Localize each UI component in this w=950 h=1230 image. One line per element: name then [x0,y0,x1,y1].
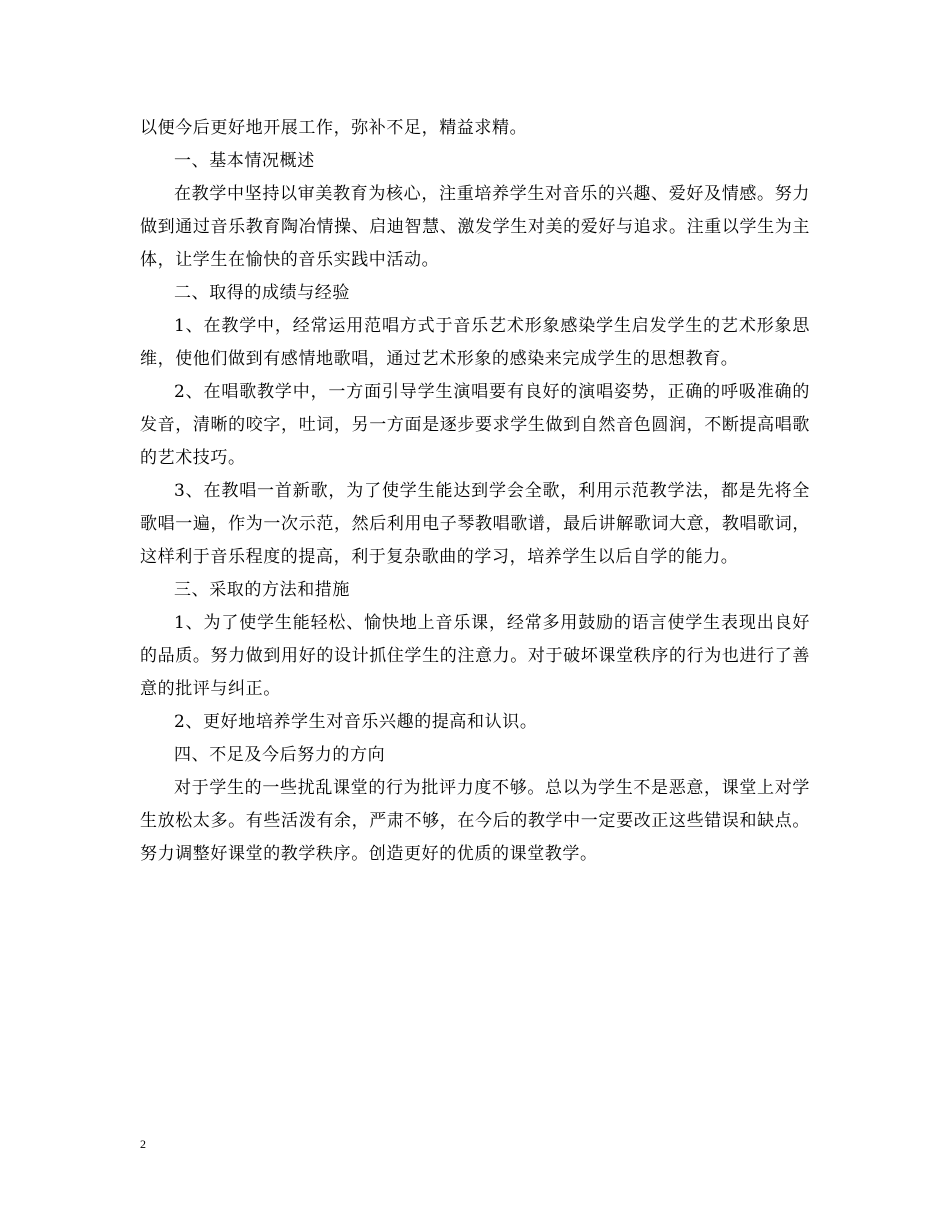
section-heading-shortcomings: 四、不足及今后努力的方向 [174,745,386,765]
paragraph-achievement-2: 2、在唱歌教学中，一方面引导学生演唱要有良好的演唱姿势，正确的呼吸准确的发音，清晰的咬字，吐词，另一方面是逐步要求学生做到自然音色圆润，不断提高唱歌的艺术技巧。 [140,382,810,468]
paragraph-achievement-3: 3、在教唱一首新歌，为了使学生能达到学会全歌，利用示范教学法，都是先将全歌唱一遍，作为一次示范，然后利用电子琴教唱歌谱，最后讲解歌词大意，教唱歌词，这样利于音乐程度的提高，利于复杂歌曲的学习，培养学生以后自学的能力。 [140,481,810,567]
section-heading-methods: 三、采取的方法和措施 [174,580,350,600]
paragraph-basic-overview: 在教学中坚持以审美教育为核心，注重培养学生对音乐的兴趣、爱好及情感。努力做到通过音乐教育陶冶情操、启迪智慧、激发学生对美的爱好与追求。注重以学生为主体，让学生在愉快的音乐实践中活动。 [140,184,810,270]
paragraph-method-2: 2、更好地培养学生对音乐兴趣的提高和认识。 [174,712,538,732]
paragraph-method-1: 1、为了使学生能轻松、愉快地上音乐课，经常多用鼓励的语言使学生表现出良好的品质。努力做到用好的设计抓住学生的注意力。对于破坏课堂秩序的行为也进行了善意的批评与纠正。 [140,613,810,699]
section-heading-basic-overview: 一、基本情况概述 [174,151,315,171]
document-body [140,112,810,871]
section-heading-achievements: 二、取得的成绩与经验 [174,283,350,303]
paragraph-achievement-1: 1、在教学中，经常运用范唱方式于音乐艺术形象感染学生启发学生的艺术形象思维，使他们做到有感情地歌唱，通过艺术形象的感染来完成学生的思想教育。 [140,316,810,369]
paragraph-shortcomings: 对于学生的一些扰乱课堂的行为批评力度不够。总以为学生不是恶意，课堂上对学生放松太多。有些活泼有余，严肃不够，在今后的教学中一定要改正这些错误和缺点。努力调整好课堂的教学秩序。创造更好的优质的课堂教学。 [140,778,810,864]
page-number: 2 [140,1137,146,1151]
paragraph-continuation: 以便今后更好地开展工作，弥补不足，精益求精。 [140,118,528,138]
